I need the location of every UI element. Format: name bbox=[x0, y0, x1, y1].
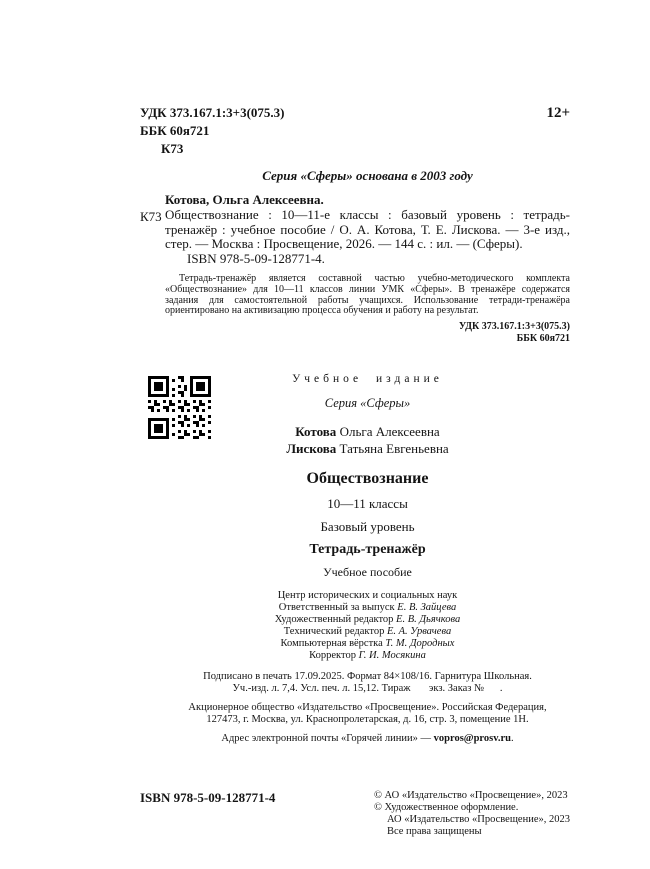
credit-name: Т. М. Дородных bbox=[385, 638, 455, 650]
series-name: Серия «Сферы» bbox=[324, 396, 411, 411]
author-sign-code: К73 bbox=[161, 141, 184, 156]
hotline-email-prefix: Адрес электронной почты «Горячей линии» — bbox=[221, 733, 434, 745]
author-line bbox=[165, 423, 570, 440]
credit-role: Технический редактор bbox=[283, 626, 385, 638]
series-founded-note: Серия «Сферы» основана в 2003 году bbox=[262, 168, 473, 183]
book-title: Обществознание bbox=[306, 470, 429, 488]
credit-role: Компьютерная вёрстка bbox=[280, 638, 383, 650]
print-info bbox=[165, 671, 570, 695]
hotline-email: vopros@prosv.ru bbox=[433, 733, 512, 745]
udk-code: УДК 373.167.1:3+3(075.3) bbox=[140, 105, 285, 120]
footer-isbn: ISBN 978-5-09-128771-4 bbox=[140, 790, 276, 805]
hotline-email-line bbox=[165, 733, 570, 745]
level-label: Базовый уровень bbox=[320, 519, 415, 535]
credit-name: Г. И. Мосякина bbox=[358, 650, 426, 662]
udk-code-right: УДК 373.167.1:3+3(075.3) bbox=[458, 321, 570, 333]
author-surname: Котова bbox=[295, 424, 337, 440]
card-isbn: ISBN 978-5-09-128771-4. bbox=[187, 250, 325, 266]
credit-role: Ответственный за выпуск bbox=[278, 602, 395, 614]
publisher-line: Акционерное общество «Издательство «Просвещение». Российская Федерация, bbox=[188, 702, 547, 714]
card-author-heading: Котова, Ольга Алексеевна. bbox=[165, 192, 324, 207]
credit-line bbox=[165, 638, 570, 650]
credit-line bbox=[165, 650, 570, 662]
publisher-info bbox=[165, 702, 570, 726]
author-surname: Лискова bbox=[286, 441, 337, 457]
author-given: Ольга Алексеевна bbox=[339, 424, 440, 440]
author-given: Татьяна Евгеньевна bbox=[339, 441, 449, 457]
bbk-code: ББК 60я721 bbox=[140, 123, 210, 138]
credits-list bbox=[165, 602, 570, 662]
credit-name: Е. В. Дьячкова bbox=[396, 614, 461, 626]
copyright-line: © АО «Издательство «Просвещение», 2023 bbox=[373, 790, 568, 801]
card-margin-code: К73 bbox=[140, 209, 162, 224]
hotline-email-suffix: . bbox=[511, 733, 514, 745]
copyright-block bbox=[374, 790, 570, 838]
print-line: Подписано в печать 17.09.2025. Формат 84×108/16. Гарнитура Школьная. bbox=[203, 671, 532, 683]
classification-header bbox=[140, 104, 570, 158]
publisher-line: 127473, г. Москва, ул. Краснопролетарская, д. 16, стр. 3, помещение 1Н. bbox=[206, 714, 529, 726]
credit-line bbox=[165, 602, 570, 614]
edition-type-label: Учебное пособие bbox=[323, 565, 412, 580]
authors-list bbox=[165, 423, 570, 457]
print-line: Уч.-изд. л. 7,4. Усл. печ. л. 15,12. Тираж экз. Заказ № . bbox=[232, 683, 503, 695]
credit-role: Корректор bbox=[309, 650, 356, 662]
footer-block bbox=[140, 790, 570, 838]
qr-code-image bbox=[148, 376, 211, 439]
catalog-card bbox=[140, 192, 570, 345]
credit-line bbox=[165, 626, 570, 638]
annotation-text: Тетрадь-тренажёр является составной частью учебно-методического комплекта «Обществознание» для 10—11 классов линии УМК «Сферы». В тренажёре содержатся задания для самостоятельной работы учащихся. Использование тетради-тренажёра ориентировано на активизацию процесса обучения и работу на результат. bbox=[165, 273, 570, 317]
bbk-code-right: ББК 60я721 bbox=[516, 333, 570, 345]
imprint-block bbox=[165, 373, 570, 745]
card-body bbox=[140, 207, 570, 345]
credit-line bbox=[165, 614, 570, 626]
credit-name: Е. А. Урвачева bbox=[386, 626, 452, 638]
author-line bbox=[165, 440, 570, 457]
classification-codes bbox=[140, 104, 285, 158]
bibliographic-description: Обществознание : 10—11-е классы : базовый уровень : тетрадь-тренажёр : учебное пособие / О. А. Котова, Т. Е. Лискова. — 3-е изд., стер. — Москва : Просвещение, 2026. — 144 с. : ил. — (Сферы). bbox=[165, 207, 570, 251]
copyright-line: © Художественное оформление. bbox=[373, 802, 519, 813]
department-label: Центр исторических и социальных наук bbox=[277, 590, 458, 602]
credit-role: Художественный редактор bbox=[274, 614, 394, 626]
card-classification-codes bbox=[165, 321, 570, 345]
credit-name: Е. В. Зайцева bbox=[397, 602, 457, 614]
book-type-label: Тетрадь-тренажёр bbox=[309, 542, 426, 558]
copyright-line: АО «Издательство «Просвещение», 2023 bbox=[386, 814, 570, 825]
edition-kind-label: Учебное издание bbox=[292, 373, 443, 386]
copyright-line: Все права защищены bbox=[386, 826, 482, 837]
grades-label: 10—11 классы bbox=[327, 496, 408, 512]
age-rating-badge: 12+ bbox=[546, 105, 570, 121]
